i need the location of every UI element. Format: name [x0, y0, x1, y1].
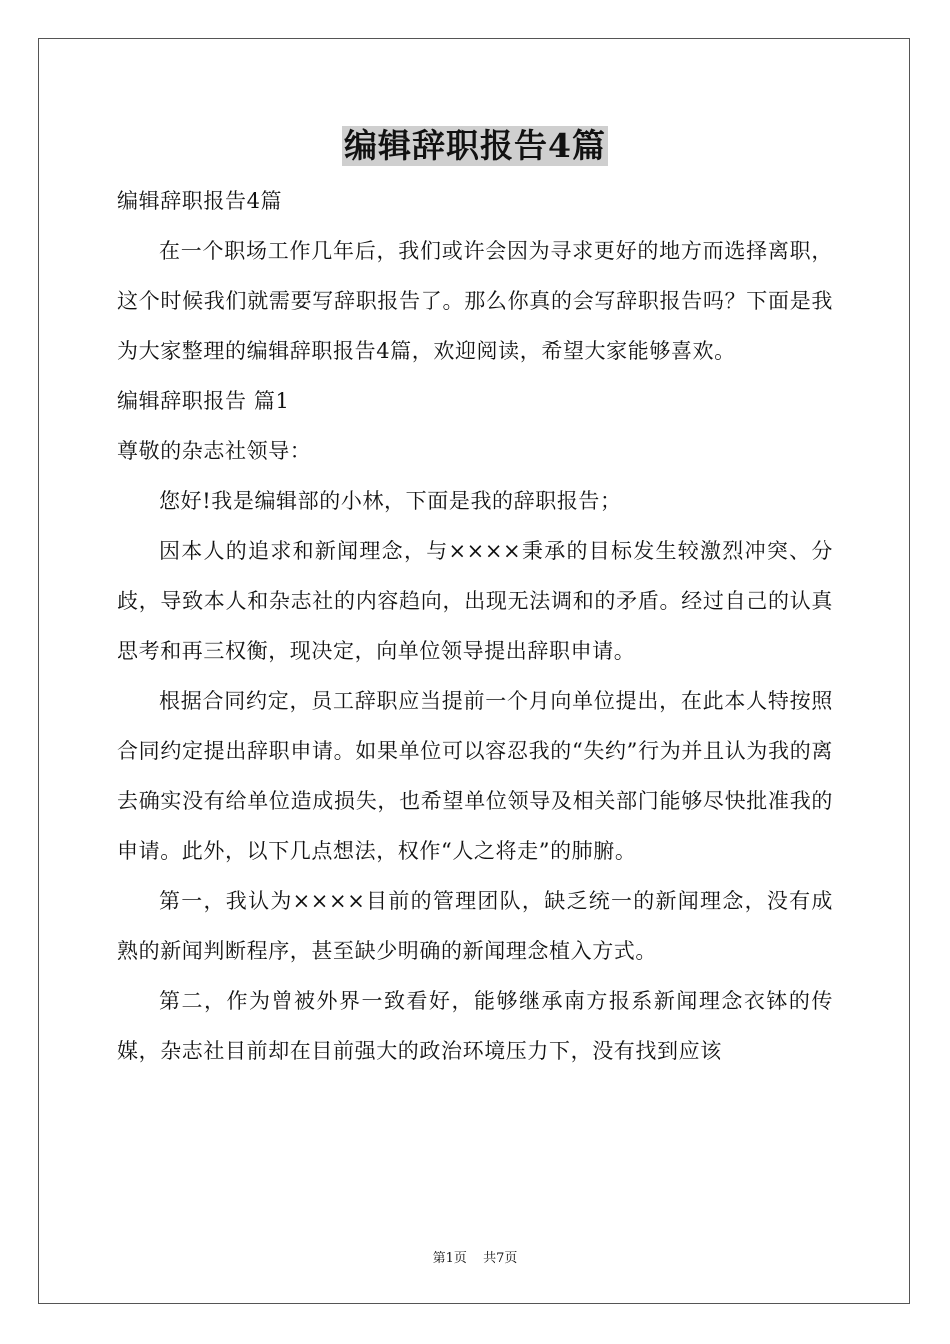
body-paragraph: 您好!我是编辑部的小林，下面是我的辞职报告； — [159, 489, 622, 513]
salutation: 尊敬的杂志社领导： — [117, 439, 312, 463]
page-footer — [0, 1247, 950, 1266]
body-paragraph: 根据合同约定，员工辞职应当提前一个月向单位提出，在此本人特按照合同约定提出辞职申请。如果单位可以容忍我的“失约”行为并且认为我的离去确实没有给单位造成损失，也希望单位领导及相关部门能够尽快批准我的申请。此外，以下几点想法，权作“人之将走”的肺腑。 — [117, 689, 833, 863]
body-paragraph: 第一，我认为××××目前的管理团队，缺乏统一的新闻理念，没有成熟的新闻判断程序，甚至缺少明确的新闻理念植入方式。 — [117, 889, 833, 963]
document-body — [117, 176, 833, 1076]
title-container — [0, 126, 950, 166]
document-subtitle: 编辑辞职报告4篇 — [117, 189, 283, 213]
body-paragraph: 因本人的追求和新闻理念，与××××秉承的目标发生较激烈冲突、分歧，导致本人和杂志社的内容趋向，出现无法调和的矛盾。经过自己的认真思考和再三权衡，现决定，向单位领导提出辞职申请。 — [117, 539, 833, 663]
document-title: 编辑辞职报告4篇 — [344, 126, 606, 165]
page-number: 第1页 — [432, 1251, 467, 1266]
section-heading: 编辑辞职报告 篇1 — [117, 389, 290, 413]
page-total: 共7页 — [483, 1251, 518, 1266]
intro-paragraph: 在一个职场工作几年后，我们或许会因为寻求更好的地方而选择离职，这个时候我们就需要写辞职报告了。那么你真的会写辞职报告吗？下面是我为大家整理的编辑辞职报告4篇，欢迎阅读，希望大家能够喜欢。 — [117, 239, 833, 363]
body-paragraph: 第二，作为曾被外界一致看好，能够继承南方报系新闻理念衣钵的传媒，杂志社目前却在目前强大的政治环境压力下，没有找到应该 — [117, 989, 833, 1063]
